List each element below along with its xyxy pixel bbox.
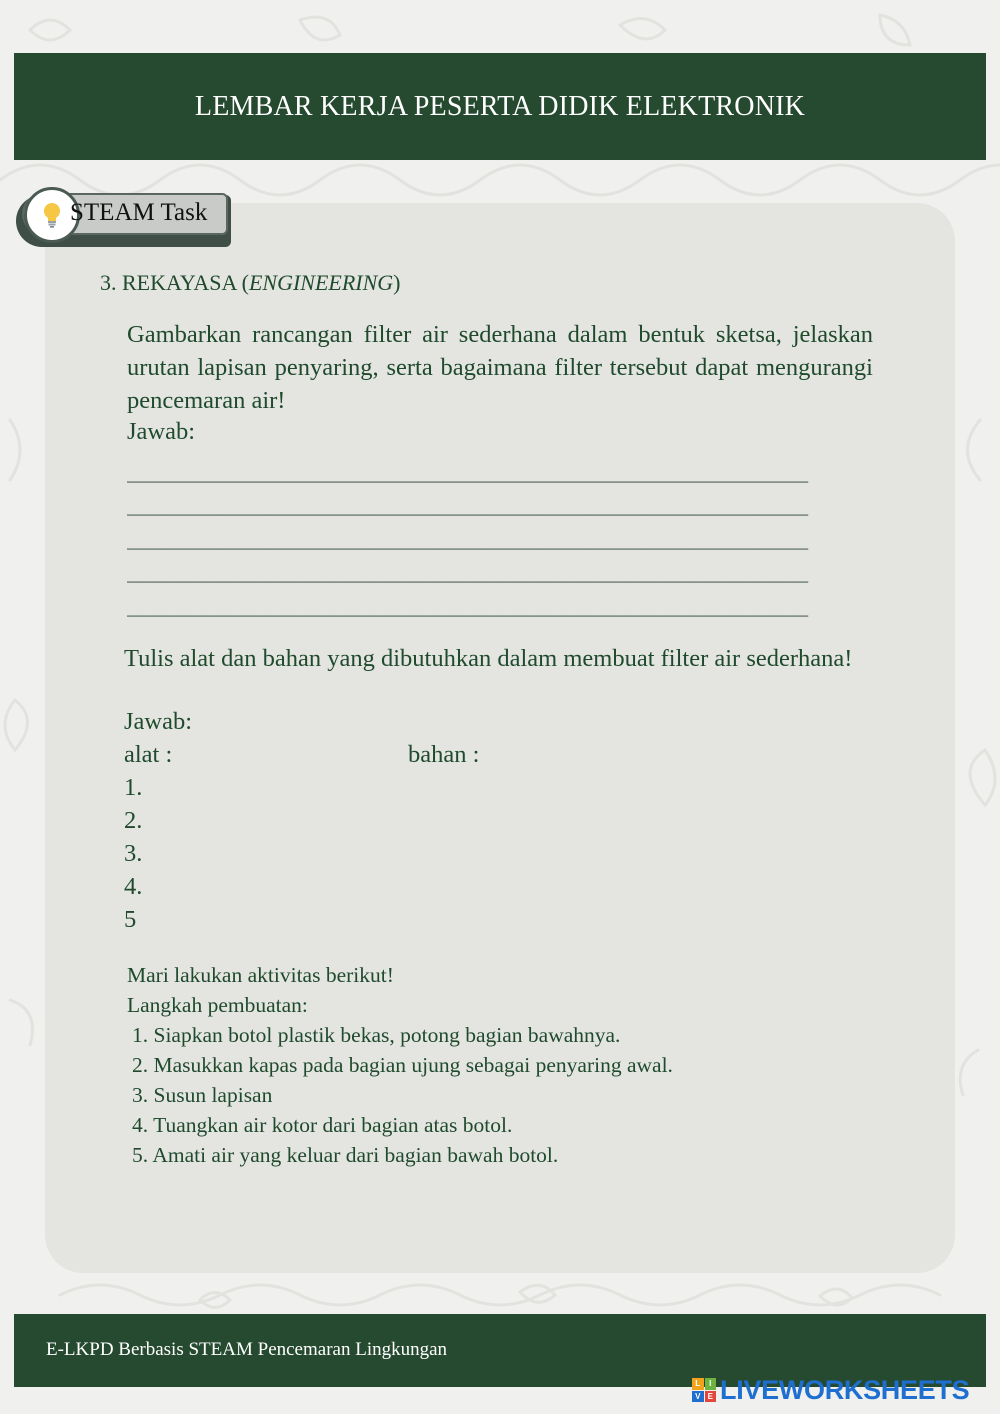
- lightbulb-icon: [41, 202, 63, 228]
- question-2-answer-label: Jawab:: [124, 708, 193, 735]
- section-title: [100, 270, 400, 296]
- answer-line[interactable]: _____________________________________________________: [127, 524, 808, 550]
- footer-text: E-LKPD Berbasis STEAM Pencemaran Lingkungan: [46, 1339, 448, 1360]
- logo-letter: L: [692, 1378, 704, 1390]
- step-item: 2. Masukkan kapas pada bagian ujung sebagai penyaring awal.: [132, 1053, 673, 1077]
- question-1-answer-label: Jawab:: [127, 418, 196, 445]
- step-item: 1. Siapkan botol plastik bekas, potong bagian bawahnya.: [132, 1023, 621, 1047]
- question-2-text: Tulis alat dan bahan yang dibutuhkan dalam membuat filter air sederhana!: [124, 645, 853, 672]
- liveworksheets-watermark[interactable]: [692, 1375, 969, 1405]
- bahan-label: bahan :: [408, 741, 480, 768]
- list-number: 1.: [124, 774, 143, 801]
- badge-label: STEAM Task: [70, 199, 208, 226]
- section-title-main: REKAYASA (: [122, 270, 249, 295]
- step-item: 3. Susun lapisan: [132, 1083, 273, 1107]
- logo-letter: I: [705, 1378, 717, 1390]
- section-number: 3.: [100, 270, 117, 295]
- answer-line[interactable]: _____________________________________________________: [127, 591, 808, 617]
- list-number: 2.: [124, 807, 143, 834]
- section-title-italic: ENGINEERING: [248, 270, 394, 295]
- section-title-close: ): [393, 270, 401, 295]
- liveworksheets-logo-icon: [692, 1378, 716, 1402]
- step-item: 5. Amati air yang keluar dari bagian bawah botol.: [132, 1143, 559, 1167]
- answer-lines[interactable]: [127, 458, 869, 625]
- question-1-text: Gambarkan rancangan filter air sederhana dalam bentuk sketsa, jelaskan urutan lapisan penyaring, serta bagaimana filter tersebut dapat mengurangi pencemaran air!: [127, 321, 873, 414]
- steps-title: Langkah pembuatan:: [127, 993, 308, 1017]
- header-banner: [14, 53, 986, 160]
- list-number: 4.: [124, 873, 143, 900]
- answer-line[interactable]: _____________________________________________________: [127, 491, 808, 517]
- page-title: LEMBAR KERJA PESERTA DIDIK ELEKTRONIK: [194, 90, 806, 122]
- list-number: 3.: [124, 840, 143, 867]
- alat-label: alat :: [124, 741, 173, 768]
- answer-line[interactable]: _____________________________________________________: [127, 558, 808, 584]
- step-item: 4. Tuangkan air kotor dari bagian atas botol.: [132, 1113, 513, 1137]
- steam-task-badge: [16, 187, 231, 247]
- answer-line[interactable]: _____________________________________________________: [127, 458, 808, 483]
- list-number: 5: [124, 906, 137, 933]
- logo-letter: E: [705, 1391, 717, 1403]
- activity-intro: Mari lakukan aktivitas berikut!: [127, 963, 394, 987]
- liveworksheets-text: LIVEWORKSHEETS: [720, 1374, 970, 1405]
- logo-letter: V: [692, 1391, 704, 1403]
